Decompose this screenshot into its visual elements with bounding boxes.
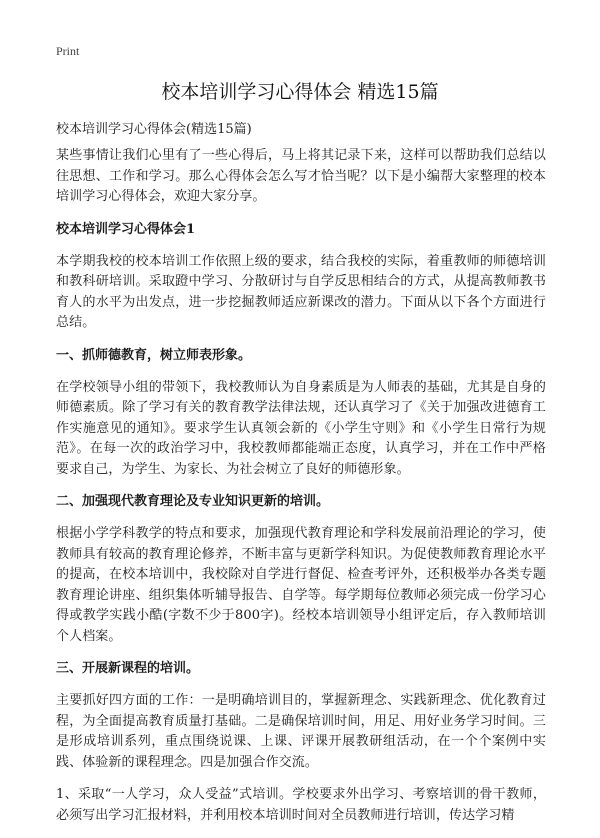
subsection-paragraph-4: 1、采取“一人学习，众人受益”式培训。学校要求外出学习、考察培训的骨干教师，必须写出学习汇报材料，并利用校本培训时间对全员教师进行培训，传达学习精 — [56, 787, 546, 823]
article-body — [56, 146, 546, 838]
intro-paragraph: 某些事情让我们心里有了一些心得后，马上将其记录下来，这样可以帮助我们总结以往思想、工作和学习。那么心得体会怎么写才恰当呢？以下是小编帮大家整理的校本培训学习心得体会，欢迎大家分享。 — [56, 148, 546, 204]
section-paragraph: 本学期我校的校本培训工作依照上级的要求，结合我校的实际，着重教师的师德培训和教科研培训。采取蹬中学习、分散研讨与自学反思相结合的方式，从提高教师教书育人的水平为出发点，进一步挖掘教师适应新课改的潜力。下面从以下各个方面进行总结。 — [56, 253, 546, 330]
print-link[interactable]: Print — [56, 44, 80, 58]
subsection-paragraph-3: 主要抓好四方面的工作：一是明确培训目的，掌握新理念、实践新理念、优化教育过程，为全面提高教育质量打基础。二是确保培训时间，用足、用好业务学习时间。三是形成培训系列，重点围绕说课、上课、评课开展教研组活动，在一个个案例中实践、体验新的课程理念。四是加强合作交流。 — [56, 693, 546, 770]
document-subtitle: 校本培训学习心得体会(精选15篇) — [56, 122, 252, 137]
subsection-heading-3: 三、开展新课程的培训。 — [56, 661, 200, 676]
subsection-paragraph-2: 根据小学学科教学的特点和要求，加强现代教育理论和学科发展前沿理论的学习，使教师具有较高的教育理论修养，不断丰富与更新学科知识。为促使教师教育理论水平的提高，在校本培训中，我校除对自学进行督促、检查考评外，还积极举办各类专题教育理论讲座、组织集体听辅导报告、自学等。每学期每位教师必须完成一份学习心得或教学实践小酷(字数不少于800字)。经校本培训领导小组评定后，存入教师培训个人档案。 — [56, 526, 546, 644]
page-title: 校本培训学习心得体会 精选15篇 — [161, 81, 439, 103]
subsection-heading-1: 一、抓师德教育，树立师表形象。 — [56, 347, 252, 363]
subsection-paragraph-1: 在学校领导小组的带领下，我校教师认为自身素质是为人师表的基础，尤其是自身的师德素质。除了学习有关的教育教学法律法规，还认真学习了《关于加强改进德育工作实施意见的通知》。要求学生认真领会新的《小学生守则》和《小学生日常行为规范》。在每一次的政治学习中，我校教师都能端正态度，认真学习，并在工作中严格要求自己，为学生、为家长、为社会树立了良好的师德形象。 — [56, 379, 546, 477]
subsection-heading-2: 二、加强现代教育理论及专业知识更新的培训。 — [56, 494, 330, 509]
section-heading: 校本培训学习心得体会1 — [56, 221, 196, 237]
